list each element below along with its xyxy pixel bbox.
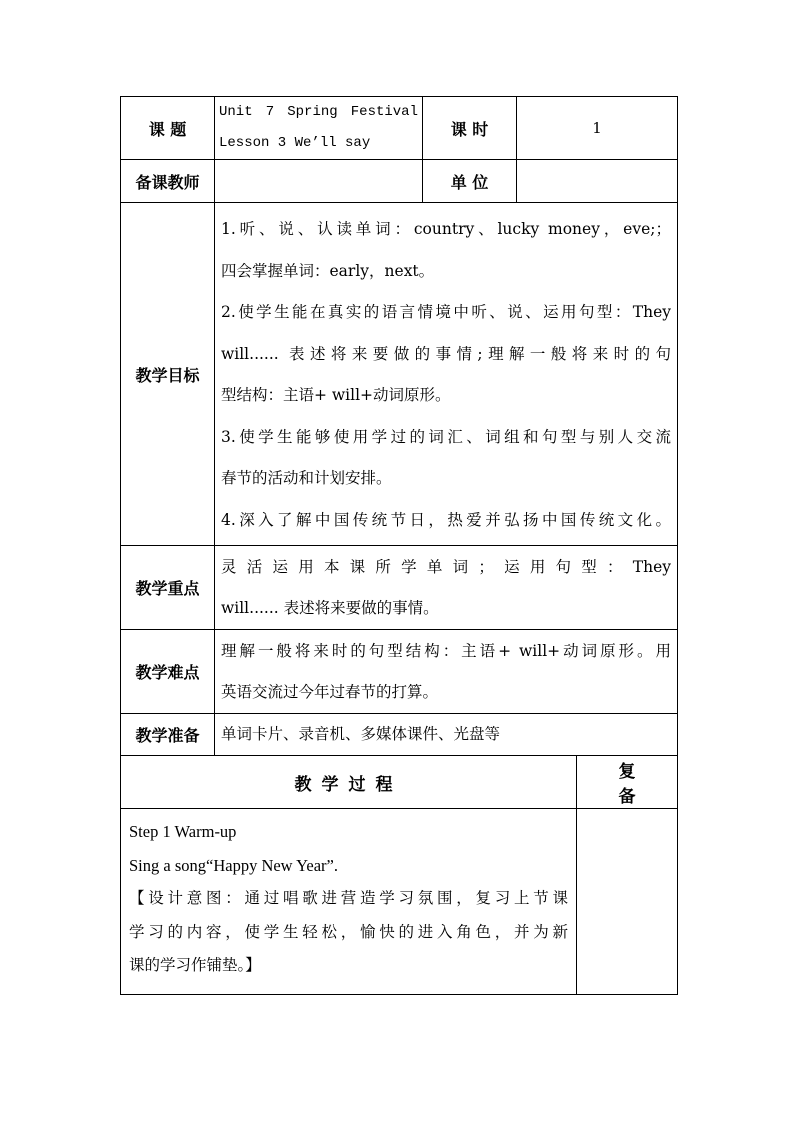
process-header: 教学过程 <box>121 756 577 809</box>
difficulty-line: 理解一般将来时的句型结构：主语+ will+动词原形。用 <box>221 641 672 660</box>
period-label: 课 时 <box>423 97 517 160</box>
objective-line: 2.使学生能在真实的语言情境中听、说、运用句型：They <box>221 303 672 321</box>
unit-value <box>517 160 678 203</box>
design-intent-line: 【设计意图：通过唱歌进营造学习氛围，复习上节课 <box>129 889 568 907</box>
step-title: Step 1 Warm-up <box>129 822 237 841</box>
topic-label: 课 题 <box>121 97 215 160</box>
period-value: 1 <box>517 97 678 160</box>
preparation-row <box>121 714 678 756</box>
key-points-label: 教学重点 <box>121 546 215 630</box>
objective-line: 春节的活动和计划安排。 <box>221 469 392 487</box>
key-point-line: 灵活运用本课所学单词；运用句型：They <box>221 557 672 576</box>
key-point-line: will...... 表述将来要做的事情。 <box>221 598 439 617</box>
key-points-row <box>121 546 678 630</box>
objective-line: 3.使学生能够使用学过的词汇、词组和句型与别人交流 <box>221 427 672 446</box>
key-points-content <box>215 546 678 630</box>
teacher-value <box>215 160 423 203</box>
difficulties-label: 教学难点 <box>121 630 215 714</box>
design-intent-line: 学习的内容，使学生轻松，愉快的进入角色，并为新 <box>129 922 568 941</box>
feedback-header: 复 备 <box>577 756 678 809</box>
preparation-label: 教学准备 <box>121 714 215 756</box>
objectives-row <box>121 203 678 546</box>
teacher-row <box>121 160 678 203</box>
difficulty-line: 英语交流过今年过春节的打算。 <box>221 682 439 701</box>
topic-line-1 <box>219 97 418 128</box>
step-text: Sing a song“Happy New Year”. <box>129 855 338 875</box>
objective-line: 四会掌握单词：early，next。 <box>221 261 435 280</box>
unit-label: 单 位 <box>423 160 517 203</box>
objectives-label: 教学目标 <box>121 203 215 546</box>
process-content <box>121 809 577 995</box>
topic-line-2: Lesson 3 We’ll say <box>219 135 371 151</box>
process-content-row <box>121 809 678 995</box>
lesson-plan-table <box>120 96 678 995</box>
difficulties-content <box>215 630 678 714</box>
topic-word: Spring <box>287 104 338 120</box>
objectives-content <box>215 203 678 546</box>
objective-line: 4.深入了解中国传统节日，热爱并弘扬中国传统文化。 <box>221 510 672 529</box>
topic-word: 7 <box>265 104 275 120</box>
objective-line: 型结构：主语+ will+动词原形。 <box>221 386 451 404</box>
topic-row <box>121 97 678 160</box>
design-intent-line: 课的学习作铺垫。】 <box>129 956 261 974</box>
difficulties-row <box>121 630 678 714</box>
objective-line: will...... 表述将来要做的事情;理解一般将来时的句 <box>221 344 672 363</box>
topic-value <box>215 97 423 160</box>
topic-word: Festival <box>350 104 418 120</box>
topic-word: Unit <box>219 104 253 120</box>
process-header-row <box>121 756 678 809</box>
preparation-value: 单词卡片、录音机、多媒体课件、光盘等 <box>215 714 678 756</box>
feedback-content <box>577 809 678 995</box>
teacher-label: 备课教师 <box>121 160 215 203</box>
objective-line: 1.听、说、认读单词：country、lucky money，eve;； <box>221 220 672 238</box>
